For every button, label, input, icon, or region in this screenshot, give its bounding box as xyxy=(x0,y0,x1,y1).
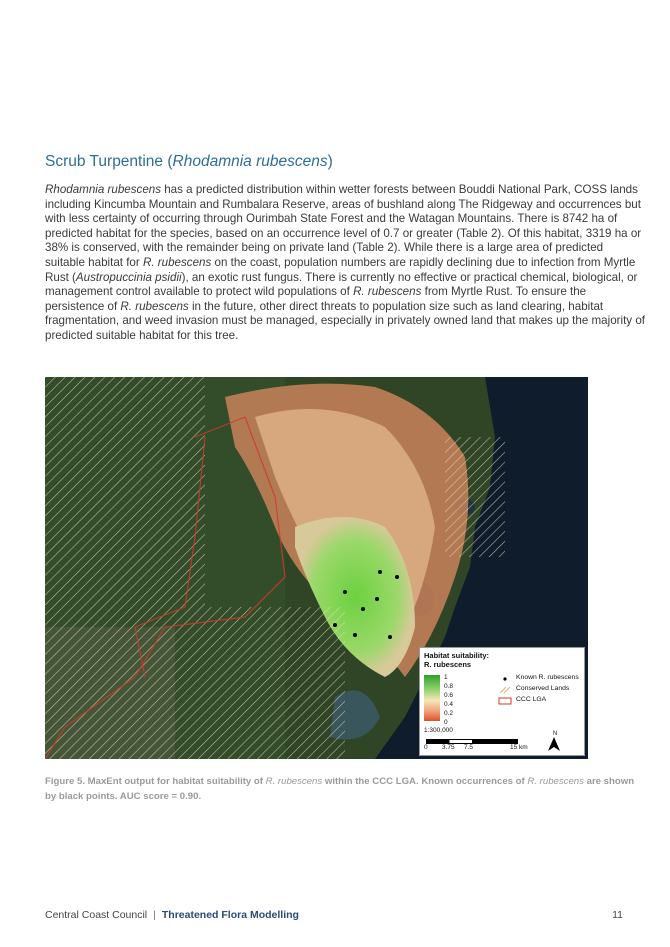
footer-org: Central Coast Council xyxy=(45,909,148,921)
occurrence-point xyxy=(333,623,337,627)
legend-tick: 0 xyxy=(444,719,448,726)
occurrence-point xyxy=(353,633,357,637)
legend-tick: 0.2 xyxy=(444,710,454,717)
body-paragraph: Rhodamnia rubescens has a predicted distribution within wetter forests between Bouddi National Park, COSS lands including Kincumba Mountain and Rumbalara Reserve, areas of bushland along The Ridgeway and occurrences but with less certainty of occurring through Ourimbah State Forest and the Watagan Mountains. There is 8742 ha of predicted habitat for the species, based on an occurrence level of 0.7 or greater (Table 2). Of this habitat, 3319 ha or 38% is conserved, with the remainder being on private land (Table 2). While there is a large area of predicted suitable habitat for R. rubescens on the coast, population numbers are rapidly declining due to infection from Myrtle Rust (Austropuccinia psidii), an exotic rust fungus. There is currently no effective or practical chemical, biological, or management control available to protect wild populations of R. rubescens from Myrtle Rust. To ensure the persistence of R. rubescens in the future, other direct threats to population size such as land clearing, habitat fragmentation, and weed invasion must be managed, especially in privately owned land that makes up the majority of predicted suitable habitat for this tree. xyxy=(45,183,645,342)
north-arrow: N xyxy=(548,731,562,751)
occurrence-point xyxy=(343,590,347,594)
lga-boundary-icon xyxy=(498,697,512,705)
scale-bar: 1:300,000 0 3.75 7.5 15 km xyxy=(424,727,528,751)
north-arrow-icon xyxy=(548,737,560,751)
legend-tick: 0.6 xyxy=(444,692,454,699)
occurrence-point xyxy=(375,597,379,601)
legend-tick: 0.4 xyxy=(444,701,454,708)
known-point-icon xyxy=(498,675,512,683)
section-heading: Scrub Turpentine (Rhodamnia rubescens) xyxy=(45,153,333,170)
footer-section: Threatened Flora Modelling xyxy=(161,909,299,921)
legend-lga-label: CCC LGA xyxy=(516,696,547,703)
scale-ratio: 1:300,000 xyxy=(424,727,453,734)
hatch-icon xyxy=(498,686,512,694)
figure-caption: Figure 5. MaxEnt output for habitat suitability of R. rubescens within the CCC LGA. Known occurrences of R. rubescens are shown by black points. AUC score = 0.90. xyxy=(45,776,635,802)
legend-conserved-label: Conserved Lands xyxy=(516,685,570,692)
habitat-suitability-map xyxy=(45,377,588,759)
heading-species: Rhodamnia rubescens xyxy=(172,153,328,170)
legend-tick: 1 xyxy=(444,674,448,681)
legend-tick: 0.8 xyxy=(444,683,454,690)
occurrence-point xyxy=(361,607,365,611)
legend-title: Habitat suitability: R. rubescens xyxy=(424,651,490,669)
occurrence-point xyxy=(388,635,392,639)
occurrence-point xyxy=(378,570,382,574)
page-number: 11 xyxy=(612,909,623,921)
suitability-color-ramp xyxy=(424,675,440,721)
page-footer: Central Coast Council | Threatened Flora Modelling xyxy=(45,909,299,921)
occurrence-point xyxy=(395,575,399,579)
map-legend xyxy=(419,647,585,756)
legend-known-label: Known R. rubescens xyxy=(516,674,579,681)
